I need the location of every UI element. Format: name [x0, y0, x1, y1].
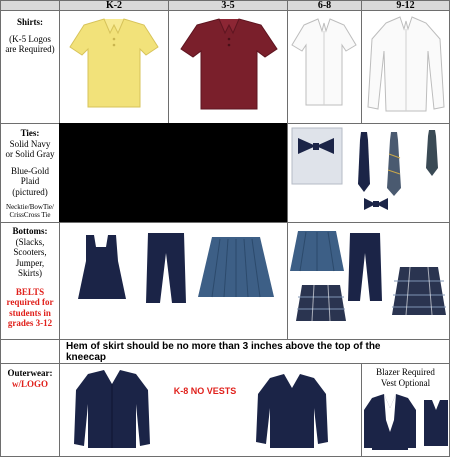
header-grade-3-5: 3-5 [168, 0, 288, 11]
header-grade-9-12: 9-12 [361, 0, 450, 11]
shirts-note-1: (K-5 Logos [9, 33, 51, 44]
hem-note-line-2: kneecap [66, 352, 107, 363]
bottoms-line-4: Skirts) [17, 268, 42, 278]
ties-title: Ties: [20, 128, 40, 138]
ties-label [0, 123, 60, 223]
outerwear-9-12-cell [361, 363, 450, 457]
shirts-3-5-cell [168, 10, 288, 124]
white-long-sleeve-shirt-image [362, 11, 449, 123]
ties-image [288, 124, 449, 222]
outerwear-k8-cell [59, 363, 362, 457]
blazer-required-note: Blazer Required [376, 367, 435, 377]
outerwear-label [0, 363, 60, 457]
ties-line-3: Blue-Gold [11, 165, 49, 176]
ties-line-5: (pictured) [12, 186, 48, 197]
belts-line-2: required for [6, 297, 54, 307]
shirts-label [0, 10, 60, 124]
header-grade-6-8: 6-8 [287, 0, 362, 11]
hem-note-label-cell [0, 339, 60, 364]
header-grade-k2: K-2 [59, 0, 169, 11]
ties-line-2: or Solid Gray [5, 149, 55, 159]
bottoms-k5-image [60, 223, 287, 339]
ties-line-6: Necktie/BowTie/ [6, 203, 54, 211]
blazer-vest-image [362, 392, 449, 454]
shirts-note-2: are Required) [5, 44, 55, 54]
bottoms-title: Bottoms: [12, 226, 48, 236]
bottoms-line-1: (Slacks, [15, 236, 45, 247]
vest-optional-note: Vest Optional [380, 377, 431, 388]
belts-line-1: BELTS [15, 286, 45, 297]
outerwear-subtitle: w/LOGO [11, 378, 48, 389]
ties-line-4: Plaid [20, 176, 40, 186]
bottoms-6-12-cell [287, 222, 450, 340]
belts-line-3: students in [9, 307, 51, 318]
hem-note-cell [59, 339, 450, 364]
bottoms-line-2: Scooters, [13, 247, 47, 257]
outerwear-title: Outerwear: [7, 368, 53, 378]
bottoms-6-12-image [288, 223, 449, 339]
shirts-9-12-cell [361, 10, 450, 124]
outerwear-k8-image [60, 364, 361, 456]
ties-6-12-cell [287, 123, 450, 223]
white-short-sleeve-shirt-image [288, 11, 361, 123]
belts-line-4: grades 3-12 [7, 318, 53, 328]
shirts-k2-cell [59, 10, 169, 124]
bottoms-label [0, 222, 60, 340]
ties-line-7: CrissCross Tie [9, 211, 51, 219]
shirts-6-8-cell [287, 10, 362, 124]
hem-note-line-1: Hem of skirt should be no more than 3 inches above the top of the [66, 341, 381, 352]
ties-line-1: Solid Navy [9, 138, 51, 149]
shirts-title: Shirts: [16, 17, 43, 27]
bottoms-k5-cell [59, 222, 288, 340]
bottoms-line-3: Jumper, [15, 257, 45, 268]
yellow-polo-image [60, 11, 168, 123]
no-vests-note: K-8 NO VESTS [173, 386, 237, 396]
ties-k5-blacked-out [59, 123, 288, 223]
maroon-polo-image [169, 11, 287, 123]
